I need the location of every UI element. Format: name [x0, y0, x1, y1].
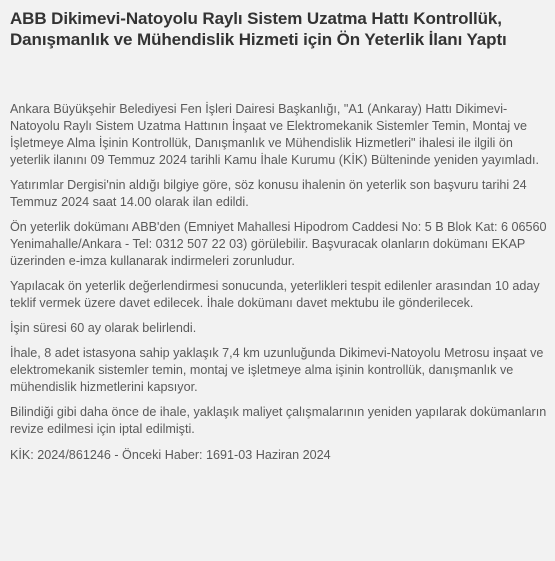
article-paragraph: Bilindiği gibi daha önce de ihale, yaklaşık maliyet çalışmalarının yeniden yapılarak dokümanların revize edilmesi için iptal edilmişti.	[10, 405, 547, 436]
article-paragraph: İhale, 8 adet istasyona sahip yaklaşık 7,4 km uzunluğunda Dikimevi-Natoyolu Metrosu inşaat ve elektromekanik sistemler temin, montaj ve işletmeye alma işinin kontrollük, danışmanlık ve mühendislik hizmetlerini kapsıyor.	[10, 346, 544, 394]
article-paragraph: Ön yeterlik dokümanı ABB'den (Emniyet Mahallesi Hipodrom Caddesi No: 5 B Blok Kat: 6 06560 Yenimahalle/Ankara - Tel: 0312 507 22 03) görülebilir. Başvuracak olanların dokümanı EKAP üzerinden e-imza kullanarak indirmeleri zorunludur.	[10, 220, 547, 268]
article-body	[10, 101, 549, 464]
article-footer-meta: KİK: 2024/861246 - Önceki Haber: 1691-03 Haziran 2024	[10, 448, 331, 462]
article-paragraph: Yatırımlar Dergisi'nin aldığı bilgiye göre, söz konusu ihalenin ön yeterlik son başvuru tarihi 24 Temmuz 2024 saat 14.00 olarak ilan edildi.	[10, 178, 527, 209]
article-paragraph: Yapılacak ön yeterlik değerlendirmesi sonucunda, yeterlikleri tespit edilenler arasından 10 aday teklif vermek üzere davet edilecek. İhale dokümanı davet mektubu ile gönderilecek.	[10, 279, 540, 310]
article-paragraph: İşin süresi 60 ay olarak belirlendi.	[10, 321, 197, 335]
article-paragraph: Ankara Büyükşehir Belediyesi Fen İşleri Dairesi Başkanlığı, "A1 (Ankaray) Hattı Dikimevi-Natoyolu Raylı Sistem Uzatma Hattının İnşaat ve Elektromekanik Sistemler Temin, Montaj ve İşletmeye Alma İşinin Kontrollük, Danışmanlık ve Mühendislik Hizmetleri" ihalesi ile ilgili ön yeterlik ilanını 09 Temmuz 2024 tarihli Kamu İhale Kurumu (KİK) Bülteninde yeniden yayımladı.	[10, 102, 539, 167]
article-title: ABB Dikimevi-Natoyolu Raylı Sistem Uzatma Hattı Kontrollük, Danışmanlık ve Mühendislik Hizmeti için Ön Yeterlik İlanı Yaptı	[10, 9, 507, 49]
